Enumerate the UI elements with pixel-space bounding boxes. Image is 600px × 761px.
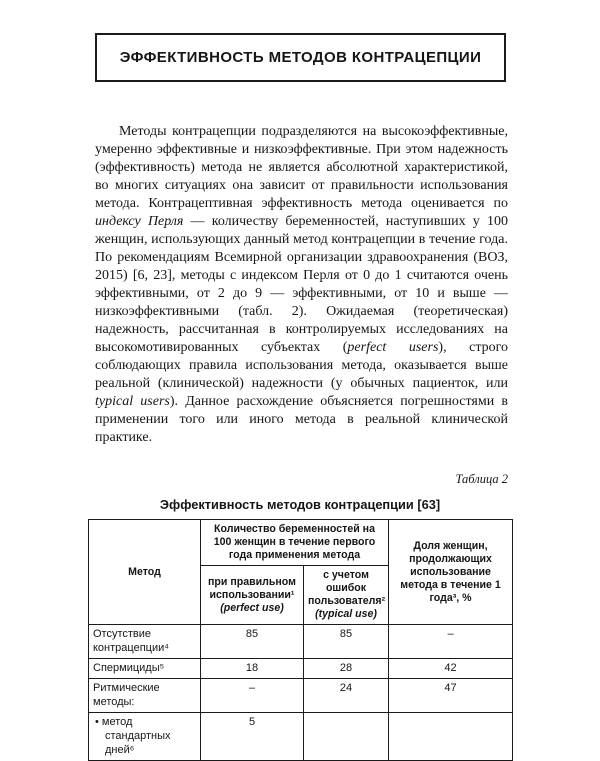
chapter-title: ЭФФЕКТИВНОСТЬ МЕТОДОВ КОНТРАЦЕПЦИИ [119,49,482,66]
table-row-spermicides [89,659,513,679]
header-perfect-use-note: (perfect use) [220,601,284,614]
continuation-cell: 42 [389,659,513,679]
contraception-effectiveness-table [88,519,513,761]
continuation-cell: – [389,625,513,659]
paragraph-segment-perfect-users: perfect users [347,340,439,355]
body-paragraph [95,123,508,447]
header-perfect-use [201,566,304,625]
table-body [89,625,513,761]
table-title: Эффективность методов контрацепции [63] [159,497,441,512]
table-header-row-1 [89,520,513,566]
paragraph-segment: ). Данное расхождение объясняется погрешностями в применении того или иного метода в реальной клинической практике. [95,394,508,445]
method-cell: • метод стандартных дней⁶ [89,713,201,761]
method-cell: Спермициды⁵ [89,659,201,679]
chapter-title-box [95,33,506,82]
header-typical-use [304,566,389,625]
paragraph-segment: ), строго соблюдающих правила использования метода, оказывается выше реальной (клинической) надежности (у обычных пациенток, или [95,340,509,391]
method-cell: Отсутствие контрацепции⁴ [89,625,201,659]
perfect-use-cell: 5 [201,713,304,761]
header-continuation: Доля женщин, продолжающих использование метода в течение 1 года³, % [389,520,513,625]
perfect-use-cell: – [201,679,304,713]
header-pregnancies-group: Количество беременностей на 100 женщин в течение первого года применения метода [201,520,389,566]
table-row-rhythm-methods [89,679,513,713]
continuation-cell: 47 [389,679,513,713]
header-method: Метод [89,520,201,625]
perfect-use-cell: 85 [201,625,304,659]
table-header [89,520,513,625]
typical-use-cell: 24 [304,679,389,713]
header-perfect-use-text: при правильном использовании¹ [208,575,296,601]
method-cell: Ритмические методы: [89,679,201,713]
paragraph-segment-pearl-index: индексу Перля [95,214,184,229]
typical-use-cell: 28 [304,659,389,679]
table-row-no-contraception [89,625,513,659]
perfect-use-cell: 18 [201,659,304,679]
typical-use-cell: 85 [304,625,389,659]
header-typical-use-text: с учетом ошибок пользователя² [308,569,386,607]
header-typical-use-note: (typical use) [315,608,377,620]
typical-use-cell [304,713,389,761]
paragraph-segment-typical-users: typical users [95,394,170,409]
table-number-label: Таблица 2 [455,472,508,486]
continuation-cell [389,713,513,761]
paragraph-segment: Методы контрацепции подразделяются на высокоэффективные, умеренно эффективные и низкоэффективные. При этом надежность (эффективность) метода не является абсолютной характеристикой, во многих ситуациях она зависит от правильности использования метода. Контрацептивная эффективность метода оценивается по [95,124,508,211]
paragraph-segment: — количеству беременностей, наступивших у 100 женщин, использующих данный метод контрацепции в течение года. По рекомендациям Всемирной организации здравоохранения (ВОЗ, 2015) [6, 23], методы с индексом Перля от 0 до 1 считаются очень эффективными, от 2 до 9 — эффективными, от 10 и выше — низкоэффективными (табл. 2). Ожидаемая (теоретическая) надежность, рассчитанная в контролируемых исследованиях на высокомотивированных субъектах ( [95,214,508,355]
table-row-standard-days-method [89,713,513,761]
